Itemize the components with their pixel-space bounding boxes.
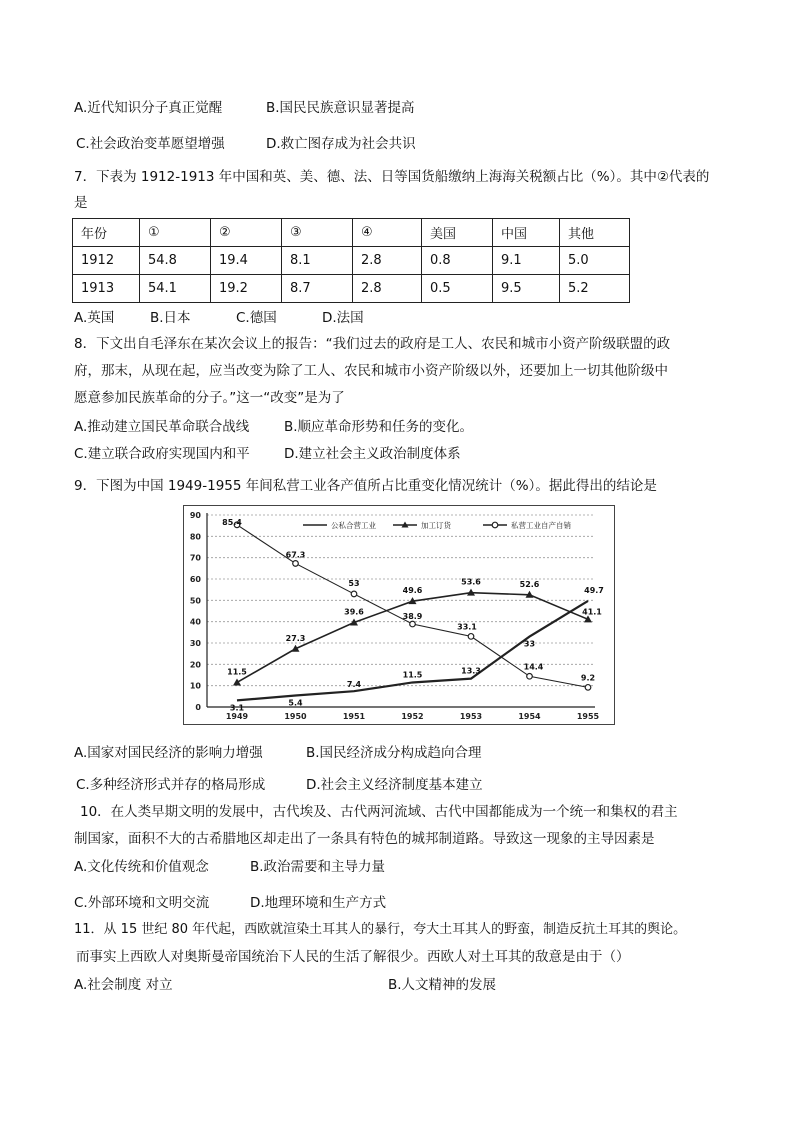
x-tick-label: 1950 [284,712,307,721]
q10-option-d[interactable]: D.地理环境和生产方式 [250,895,387,911]
y-tick-label: 90 [189,511,201,520]
table-header-cell: 其他 [560,219,630,247]
x-tick-label: 1951 [342,712,366,721]
legend-label: 加工订货 [421,521,451,530]
q7-stem-line-2: 是 [74,195,88,211]
q8-option-b[interactable]: B.顺应革命形势和任务的变化。 [284,419,474,435]
y-tick-label: 80 [189,532,201,542]
data-label: 3.1 [229,703,245,713]
data-point [527,673,533,679]
table-cell: 19.4 [211,247,282,275]
table-header-cell: ② [211,219,282,247]
data-point [468,634,474,640]
data-label: 9.2 [580,673,596,683]
x-tick-label: 1955 [576,712,600,721]
q10-option-a[interactable]: A.文化传统和价值观念 [74,859,209,875]
table-cell: 1913 [73,275,140,303]
table-cell: 5.0 [560,247,630,275]
legend-label: 私营工业自产自销 [511,521,571,530]
legend-label: 公私合营工业 [331,521,376,530]
data-label: 33 [523,639,536,649]
q10-stem-line-1: 10．在人类早期文明的发展中，古代埃及、古代两河流域、古代中国都能成为一个统一和集权的君主 [80,804,678,820]
data-label: 5.4 [288,698,303,708]
q10-stem-line-2: 制国家，面积不大的古希腊地区却走出了一条具有特色的城邦制道路。导致这一现象的主导因素是 [74,831,655,847]
q7-option-d[interactable]: D.法国 [322,310,364,326]
y-tick-label: 30 [189,639,201,648]
data-label: 38.9 [402,612,423,622]
q8-stem-line-1: 8．下文出自毛泽东在某次会议上的报告：“我们过去的政府是工人、农民和城市小资产阶级联盟的政 [74,336,671,352]
chart-svg [183,505,615,725]
y-tick-label: 40 [189,617,201,627]
table-cell: 19.2 [211,275,282,303]
q11-stem-line-1: 11．从 15 世纪 80 年代起，西欧就渲染土耳其人的暴行，夸大土耳其人的野蛮，制造反抗土耳其的舆论。 [74,922,687,937]
data-label: 49.6 [402,586,423,596]
data-point [293,561,299,567]
table-row [73,275,630,303]
q7-option-b[interactable]: B.日本 [150,310,191,326]
data-label: 39.6 [344,607,364,617]
table-cell: 0.8 [422,247,493,275]
y-tick-label: 20 [189,660,201,670]
table-header-cell: 年份 [73,219,140,247]
x-tick-label: 1952 [401,712,424,721]
q11-stem-line-2: 而事实上西欧人对奥斯曼帝国统治下人民的生活了解很少。西欧人对土耳其的敌意是由于（） [76,949,630,965]
table-cell: 54.8 [140,247,211,275]
y-tick-label: 10 [189,681,201,691]
q9-option-c[interactable]: C.多种经济形式并存的格局形成 [76,777,266,793]
q8-option-c[interactable]: C.建立联合政府实现国内和平 [74,446,250,462]
y-tick-label: 0 [195,703,201,712]
q9-stem: 9．下图为中国 1949-1955 年间私营工业各产值所占比重变化情况统计（%）。据此得出的结论是 [74,478,657,494]
table-header-row [73,219,630,247]
y-tick-label: 70 [189,553,201,563]
table-cell: 9.1 [493,247,560,275]
q11-option-b[interactable]: B.人文精神的发展 [388,977,497,993]
table-cell: 2.8 [353,247,422,275]
data-label: 53 [348,578,360,588]
data-label: 52.6 [519,579,540,589]
data-label: 49.7 [584,585,604,595]
table-cell: 8.7 [282,275,353,303]
q6-option-a[interactable]: A.近代知识分子真正觉醒 [74,100,223,116]
data-point [351,591,357,597]
data-label: 33.1 [457,622,477,632]
q6-option-c[interactable]: C.社会政治变革愿望增强 [76,136,225,152]
table-header-cell: ④ [353,219,422,247]
data-label: 13.3 [461,666,481,676]
x-tick-label: 1949 [225,712,249,721]
data-label: 53.6 [461,577,481,587]
x-tick-label: 1953 [459,712,483,721]
q8-option-a[interactable]: A.推动建立国民革命联合战线 [74,419,250,435]
x-tick-label: 1954 [518,712,541,721]
data-point [410,621,416,627]
q6-option-b[interactable]: B.国民民族意识显著提高 [266,100,415,116]
table-cell: 9.5 [493,275,560,303]
table-cell: 54.1 [140,275,211,303]
q7-stem-line-1: 7．下表为 1912-1913 年中国和英、美、德、法、日等国货船缴纳上海海关税额占比（%）。其中②代表的 [74,169,710,185]
table-cell: 5.2 [560,275,630,303]
q9-line-chart [183,505,615,725]
y-tick-label: 50 [189,596,201,606]
data-label: 27.3 [285,633,306,643]
table-cell: 0.5 [422,275,493,303]
data-label: 11.5 [402,670,423,680]
q10-option-b[interactable]: B.政治需要和主导力量 [250,859,386,875]
data-point [585,685,591,691]
table-cell: 8.1 [282,247,353,275]
legend-marker [492,522,498,528]
q7-option-c[interactable]: C.德国 [236,310,277,326]
y-tick-label: 60 [189,575,201,584]
table-header-cell: ③ [282,219,353,247]
q9-option-b[interactable]: B.国民经济成分构成趋向合理 [306,745,482,761]
data-label: 41.1 [582,607,602,617]
data-label: 14.4 [523,662,544,672]
q10-option-c[interactable]: C.外部环境和文明交流 [74,895,210,911]
q7-data-table [72,218,630,303]
q8-stem-line-3: 愿意参加民族革命的分子。”这一“改变”是为了 [74,390,345,406]
q8-option-d[interactable]: D.建立社会主义政治制度体系 [284,446,461,462]
q9-option-a[interactable]: A.国家对国民经济的影响力增强 [74,745,263,761]
data-label: 85.4 [222,517,242,527]
q11-option-a[interactable]: A.社会制度 对立 [74,977,173,993]
table-cell: 1912 [73,247,140,275]
table-header-cell: ① [140,219,211,247]
table-header-cell: 美国 [422,219,493,247]
data-label: 7.4 [346,680,362,690]
table-cell: 2.8 [353,275,422,303]
table-row [73,247,630,275]
table-header-cell: 中国 [493,219,560,247]
q6-option-d[interactable]: D.救亡图存成为社会共识 [266,136,416,152]
q7-option-a[interactable]: A.英国 [74,310,115,326]
data-label: 11.5 [227,667,247,677]
q9-option-d[interactable]: D.社会主义经济制度基本建立 [306,777,483,793]
q8-stem-line-2: 府，那末，从现在起，应当改变为除了工人、农民和城市小资产阶级以外，还要加上一切其他阶级中 [74,363,668,379]
data-label: 67.3 [285,550,306,560]
